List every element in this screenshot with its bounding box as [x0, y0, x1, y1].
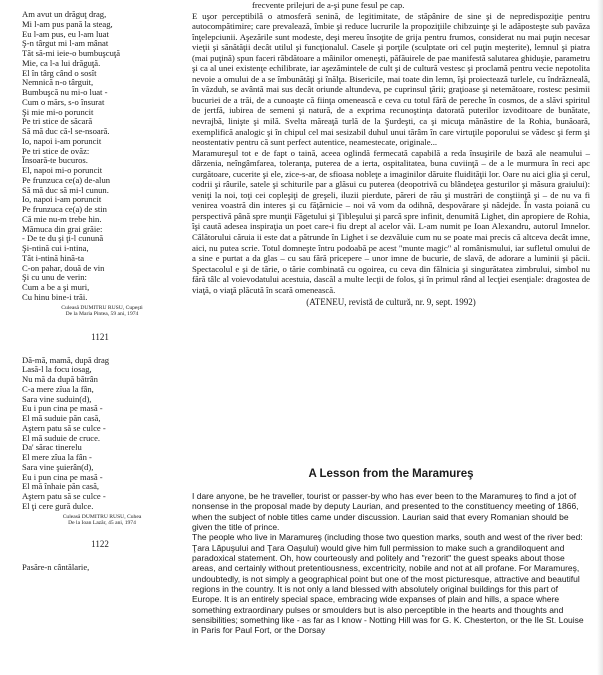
- romanian-essay: [192, 0, 590, 308]
- poem-line: Tăt să-mi ieie-o bumbuşcuţă: [22, 49, 121, 58]
- poem-line: Eu i pun cina pe masă -: [22, 404, 103, 414]
- poem-line: Şi mie mi-o poruncit: [22, 107, 94, 117]
- poem-1121-collector: [22, 305, 178, 318]
- poem-line: El mere zîua la fân -: [22, 453, 92, 463]
- poem-line: C-a mere zîua la fân,: [22, 384, 94, 394]
- poem-line: Da' sărac tinerelu: [22, 443, 82, 453]
- english-article: [192, 491, 590, 636]
- poem-line: Însoară-te bucuros.: [22, 156, 88, 166]
- article-heading: A Lesson from the Maramureş: [308, 468, 474, 480]
- poem-line: Io, napoi i-am poruncit: [22, 136, 102, 146]
- poem-line: Că mie nu-m trebe hin.: [22, 214, 102, 224]
- poem-line: Cum o mărs, s-o însurat: [22, 97, 105, 107]
- poem-line: Bumbuşcă nu mi-o luat -: [22, 88, 108, 97]
- poem-line: Şi cu unu de verin:: [22, 273, 87, 283]
- essay-paragraph: E uşor perceptibilă o atmosferă senină, de legitimitate, de stăpânire de sine şi de nepredispoziţie pentru autocompătimire; care prevalează, îmbie şi reduce lucrurile la propoziţiile chibzuinţe şi le adăposteşte sub pavăza înţelepciunii. Aşezările sunt modeste, deşi mereu însoţite de grija pentru frumos, considerat nu mai puţin necesar vieţii şi sănătăţii decât utilul şi funcţionalul. Casele şi porţile (sculptate ori cel puţin meşterite), lemnul şi piatra (mai puţină) spun faceri răbdătoare a mâinilor omeneşti, păfăuirele de pae manifestă salutarea ghiduşie, parametru şi ca al unei existenţe echilibrate, iar aşezămintele de cult şi de cultură vestesc şi proclamă pentru vecie nepotolita nevoie a omului de a se îmbunătăţi şi înălţa. Bisericile, mai toate din lemn, îşi proiectează turlele, cu îndrăzneală, în văzduh, se avântă mai sus decât oriunde altundeva, pe cuprinsul ţării; graţioase şi netemătoare, rostesc pesimii bucuriei de a trăi, de a cunoaşte că fiinţa omenească e ceva cu totul fără de pereche în cosmos, de a slăvi spiritul de jertfă, iubirea de semeni şi natură, de a exprima recunoştinţa datorată puterilor izvoditoare de bunătate, nevrajbă, linişte şi milă. Svelta măreaţă turlă de la Şurdeşti, ca şi micuţa mănăstire de la Rohia, bunăoară, exemplifică analogic şi în chipul cel mai sesizabil duhul unui tărâm în care virtuţile poporului se vădesc şi ferm şi neostentativ pentru că sunt perfect autentice, neamestecate, originale...: [192, 10, 590, 148]
- collector-name: Culeasă DUMITRU RUSU, Cupeşti: [61, 304, 143, 311]
- poem-number: 1121: [91, 331, 109, 342]
- poem-line: Eu i pun cina pe masă -: [22, 472, 103, 482]
- article-paragraph: The people who live in Maramureş (including those two question marks, south and west of the river bed: Ţara Lăpuşului and Ţara Oaşului) would give him full permission to make such a grandiloquent and paradoxical statement. Oh, how courteously and politely and "rezorit" the guest speaks about those areas, and certainly without pretentiousness, excentricity, nobile and not at all profane. For Maramureş, undoubtedly, is not simply a geographical point but one of the most picturesque, attractive and beautiful regions in the country. It is not only a land blessed with absolutely original buildings for this part of Europe. It is an entirely special space, embracing wide expanses of plain and hills, a space where something extraordinary pulses or smoulders but is also perceptible in the hearts and thoughts and sensibilities; something like - as far as I know - Notting Hill was for G. K. Chesterton, or the Ile St. Louise in Paris for Paul Fort, or the Dorsay: [192, 532, 584, 636]
- article-paragraph: I dare anyone, be he traveller, tourist or passer-by who has ever been to the Maramureş to find a jot of nonsense in the proposal made by deputy Laurian, and presented to the constituency meeting of 1866, when the subject of noble titles came under discussion. Laurian said that every Romanian should be given the title of prince.: [192, 491, 579, 533]
- poem-line: Sara vine şuierân(d),: [22, 462, 94, 472]
- poem-line: Sara vine suduin(d),: [22, 394, 92, 404]
- poem-line: El, napoi mi-o poruncit: [22, 166, 103, 175]
- poem-line: Mămuca din grai grăie:: [22, 224, 103, 234]
- poem-line: El mă înhaie păn casă,: [22, 482, 100, 492]
- poem-line: El mă suduie păn casă,: [22, 414, 101, 424]
- poem-line: El în târg când o sosît: [22, 68, 97, 78]
- essay-paragraph: Maramureşul tot e de fapt o taină, aceea oglindă fermecată capabilă a reda însuşirile de bază ale neamului – dârzenia, neîngâmfarea, toleranţa, puterea de a ierta, ospitalitatea, buna cuviinţă – de a le murmura în reci apc curgătoare, cucerite şi ele, zice-s-ar, de sfioasa nobleţe a imaginilor dăruite fluidităţii lor. Oare nu aici glia şi cerul, codrii şi râurile, satele şi schiturile par a glăsui cu puterea (deopotrivă cu blândeţea gesturilor şi măsura graiului): veniţi la noi, toţi cei copleşiţi de greşeli, iluzii pierdute, păreri de rău şi mustrări de conştiinţă şi – de nu va fi venirea voastră din interes şi cu făţărnicie – noi vă vom da odihnă, despovărare şi nădejde. În vasta poiană cu perspectivă până spre munţii Făgetului şi Ţibleşului şi parcă spre infinit, denumită Lighet, din apropiere de Rohia, îşi caută adesea inspiraţia un poet care-i fiu drept al acelor văi. L-am numit pe Ioan Alexandru, autorul Imnelor. Călătorului căruia ii este dat a pătrunde în Lighet i se dezvăluie cum nu se poate mai precis că altceva decât imne, aici, nu putea scrie. Totul domneşte întru podoabă pe acest "munte magic" al românismului, iar sufletul omului de a sine e purtat a da glas – cu sau fără pricepere – unor imne de bucurie, de slavă, de adorare a luminii şi păcii. Spectacolul e şi de tărie, o tărie combinată cu ogoirea, cu ceva din fălnicia şi singurătatea zimbrului, simbol nu fără tâlc al voievodatului acestuia, dascăl a multe lecţii de folos, şi în primul rând al lecţiei esenţiale: dragostea de viaţă, o viaţă plăcută în scară omenească.: [192, 147, 590, 295]
- poem-line: Ş-n târgut mi l-am mânat: [22, 39, 109, 49]
- poem-line: C-on pahar, două de vin: [22, 263, 105, 273]
- poem-line: Lasă-l la focu iosag,: [22, 365, 92, 375]
- collector-name: Culeasă DUMITRU RUSU, Cuhea: [62, 513, 142, 520]
- poem-line: Tăt i-ntină hină-ta: [22, 253, 85, 263]
- poem-line: Pe frunzuca ce(a) de stin: [22, 205, 107, 214]
- essay-source: (ATENEU, revistă de cultură, nr. 9, sept. 1992): [306, 297, 476, 308]
- poem-line: Să mă duc să mi-l cunun.: [22, 185, 109, 195]
- poem-line: Pe tri stice de săcară: [22, 117, 93, 127]
- poem-line: Nemnică n-o târguit,: [22, 78, 94, 88]
- poem-line: Cu hinu bine-i trăi.: [22, 292, 88, 302]
- poem-line: Mi l-am pus pană la steag,: [22, 19, 113, 29]
- poem-line: El ţi cere gură dulce.: [22, 501, 94, 511]
- poem-line: Eu l-am pus, eu l-am luat: [22, 29, 109, 39]
- poem-line: - De te du şi ţi-l cunună: [22, 234, 104, 244]
- poem-line: Mie, ca l-a lui drăguţă.: [22, 58, 101, 68]
- poem-line: Pe frunzuca ce(a) de-alun: [22, 175, 111, 185]
- poem-line: Dă-mă, mamă, după drag: [22, 355, 110, 365]
- poem-line: Nu mă da după bătrân: [22, 375, 98, 385]
- poem-line: Cum a be a şi muri,: [22, 283, 90, 292]
- poem-line: Aştern patu să se culce -: [22, 492, 106, 502]
- collector-detail: De la Ioan Lazăr, 45 ani, 1974: [68, 520, 136, 527]
- scan-edge-shadow: [597, 0, 603, 675]
- poem-line: Pe tri stice de ovăz:: [22, 146, 90, 156]
- poem-line: Să mă duc că-l se-nsoară.: [22, 127, 110, 136]
- poem-line: Aştern patu să se culce -: [22, 423, 106, 433]
- poem-line: Am avut un drăguţ drag,: [22, 10, 107, 19]
- poem-1122-collector: [22, 514, 178, 527]
- poem-line: Şi-ntină cui i-ntina,: [22, 244, 89, 253]
- poem-line: Io, napoi i-am poruncit: [22, 195, 102, 205]
- poem-1122: [22, 356, 178, 512]
- collector-detail: De la Maria Pintea, 59 ani, 1974: [65, 311, 139, 318]
- folk-poems-column: [22, 10, 178, 573]
- poem-line: El mă suduie de cruce.: [22, 433, 101, 443]
- essay-continuation-line: frecvente prilejuri de a-şi pune fesul pe cap.: [252, 0, 405, 10]
- next-poem-first-line: Pasăre-n cântălarie,: [22, 562, 90, 572]
- poem-number: 1122: [91, 538, 109, 549]
- poem-1121: [22, 10, 178, 303]
